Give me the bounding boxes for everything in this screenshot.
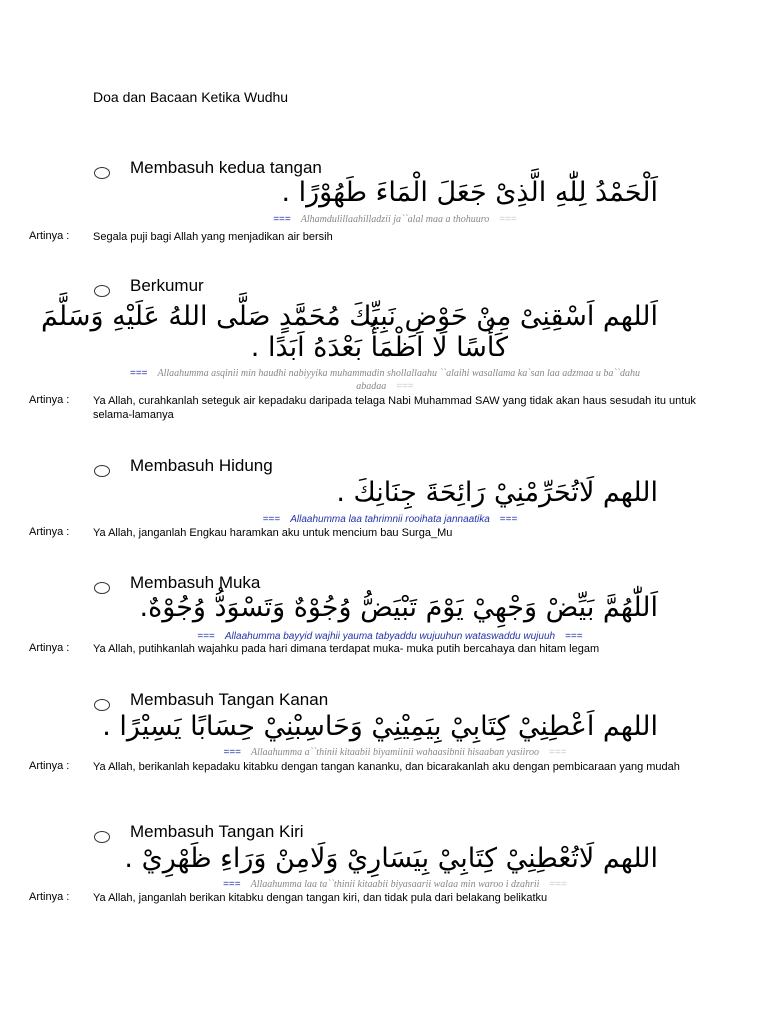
arabic-prayer-line-2: كَأْسًا لَا اَظْمَأُ بَعْدَهُ اَبَدًا . [250,332,508,363]
arabic-prayer: اللهم اَعْطِنِيْ كِتَابِيْ بِيَمِيْنِيْ وَحَاسِبْنِيْ حِسَابًا يَسِيْرًا . [102,711,658,742]
artinya-label: Artinya : [29,760,70,772]
transliteration: === Alhamdulillaahilladzii ja``alal maa a thohuuro === [273,214,517,225]
transliteration: === Allaahumma bayyid wajhii yauma tabyaddu wujuuhun wataswaddu wujuuh === [197,631,583,642]
transliteration: === Allaahumma a``thinii kitaabii biyamiinii wahaasibnii hisaaban yasiiroo === [223,747,567,758]
section-heading: Membasuh kedua tangan [130,158,322,177]
meaning-text: Segala puji bagi Allah yang menjadikan air bersih [93,231,333,243]
artinya-label: Artinya : [29,891,70,903]
radio-bullet-icon [94,465,110,477]
radio-bullet-icon [94,582,110,594]
transliteration: === Allaahumma asqinii min haudhi nabiyyika muhammadin shollallaahu ``alaihi wasallama ka`san laa adzmaa u ba``dahu abadaa === [129,368,640,392]
artinya-label: Artinya : [29,230,70,242]
radio-bullet-icon [94,699,110,711]
section-heading: Membasuh Muka [130,573,261,592]
transliteration: === Allaahumma laa tahrimnii rooihata jannaatika === [262,514,518,525]
arabic-prayer: اَلْحَمْدُ لِلّٰهِ الَّذِىْ جَعَلَ الْمَاءَ طَهُوْرًا . [281,177,658,208]
arabic-prayer: اللهم لَاتُحَرِّمْنِيْ رَائِحَةَ جِنَانِكَ . [336,477,658,508]
arabic-prayer-line-1: اَللهم اَسْقِنِىْ مِنْ حَوْضِ نَبِيِّكَ مُحَمَّدٍ صَلَّى اللهُ عَلَيْهِ وَسَلَّمَ [40,301,658,332]
radio-bullet-icon [94,167,110,179]
document-title: Doa dan Bacaan Ketika Wudhu [93,89,289,105]
artinya-label: Artinya : [29,642,70,654]
radio-bullet-icon [94,831,110,843]
arabic-prayer: اَللّٰهُمَّ بَيِّضْ وَجْهِيْ يَوْمَ تَبْيَضُّ وُجُوْهٌ وَتَسْوَدُّ وُجُوْهٌ. [139,592,658,623]
radio-bullet-icon [94,285,110,297]
transliteration: === Allaahumma laa ta``thinii kitaabii biyasaarii walaa min waroo i dzahrii === [223,879,567,890]
artinya-label: Artinya : [29,394,70,406]
section-heading: Membasuh Tangan Kanan [130,690,329,709]
meaning-text: Ya Allah, janganlah Engkau haramkan aku untuk mencium bau Surga_Mu [93,527,453,539]
artinya-label: Artinya : [29,526,70,538]
section-heading: Membasuh Tangan Kiri [130,822,304,841]
section-heading: Berkumur [130,276,204,295]
meaning-text: Ya Allah, berikanlah kepadaku kitabku dengan tangan kananku, dan bicarakanlah aku dengan pembicaraan yang mudah [93,761,680,773]
meaning-text: Ya Allah, curahkanlah seteguk air kepadaku daripada telaga Nabi Muhammad SAW yang tidak akan haus sesudah itu untuk selama-lamanya [93,395,696,421]
section-heading: Membasuh Hidung [130,456,273,475]
meaning-text: Ya Allah, janganlah berikan kitabku dengan tangan kiri, dan tidak pula dari belakang belikatku [93,892,548,904]
meaning-text: Ya Allah, putihkanlah wajahku pada hari dimana terdapat muka- muka putih bercahaya dan hitam legam [93,643,600,655]
arabic-prayer: اللهم لَاتُعْطِنِيْ كِتَابِيْ بِيَسَارِيْ وَلَامِنْ وَرَاءِ ظَهْرِيْ . [124,843,658,874]
